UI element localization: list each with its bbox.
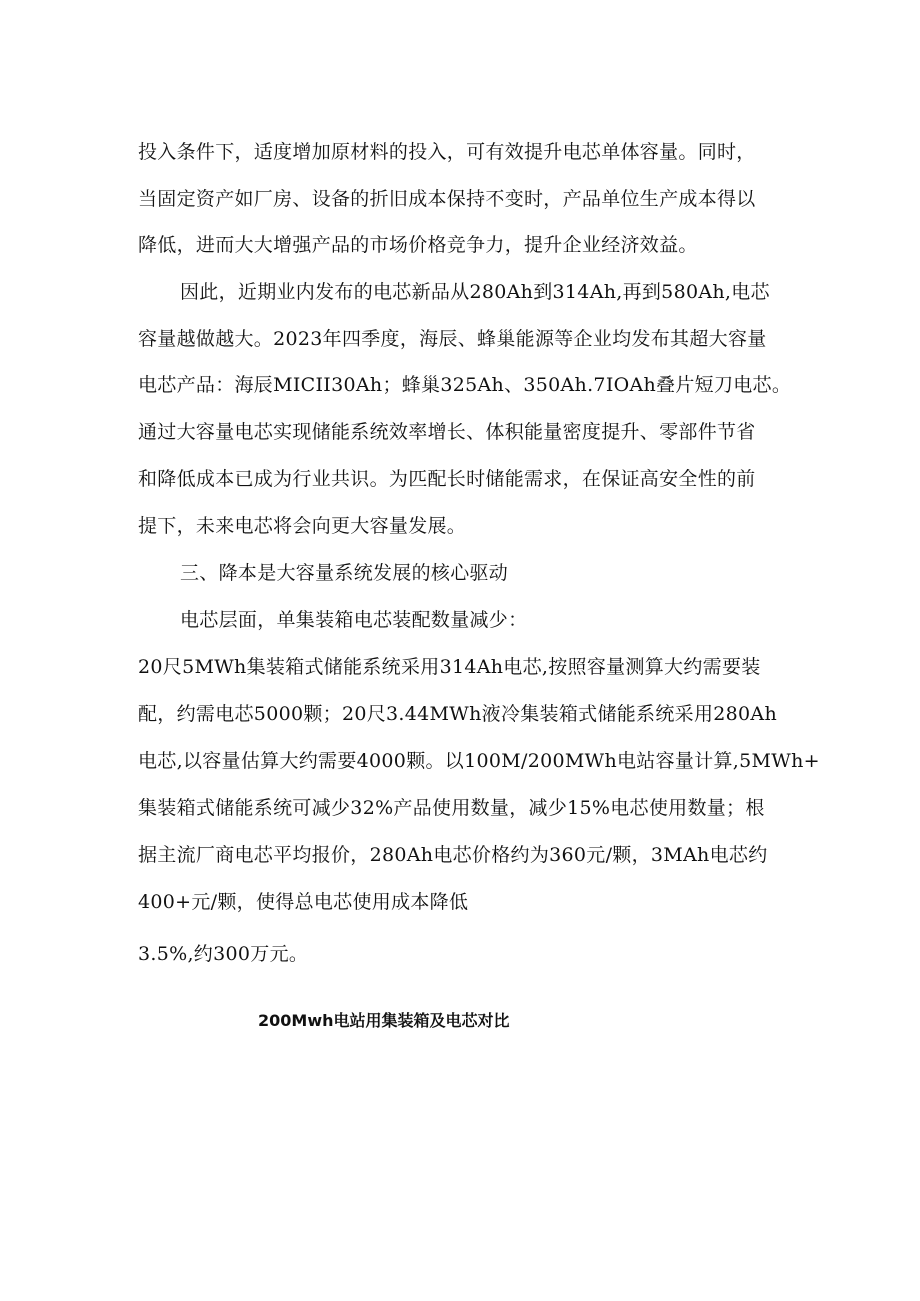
text-line: 提下，未来电芯将会向更大容量发展。 — [138, 515, 467, 537]
text-line: 投入条件下，适度增加原材料的投入，可有效提升电芯单体容量。同时， — [138, 141, 756, 163]
text-line: 通过大容量电芯实现储能系统效率增长、体积能量密度提升、零部件节省 — [138, 421, 756, 443]
text-line: 电芯,以容量估算大约需要4000颗。以100M/200MWh电站容量计算,5MWh+ — [138, 750, 820, 772]
text-line: 据主流厂商电芯平均报价，280Ah电芯价格约为360元/颗，3MAh电芯约 — [138, 844, 768, 866]
text-line: 20尺5MWh集装箱式储能系统采用314Ah电芯,按照容量测算大约需要装 — [138, 656, 761, 678]
text-line: 容量越做越大。2023年四季度，海辰、蜂巢能源等企业均发布其超大容量 — [138, 328, 767, 350]
text-line: 3.5%,约300万元。 — [138, 943, 309, 965]
subheading: 电芯层面，单集装箱电芯装配数量减少： — [180, 609, 528, 631]
text-line: 和降低成本已成为行业共识。为匹配长时储能需求，在保证高安全性的前 — [138, 468, 756, 490]
text-line: 集装箱式储能系统可减少32%产品使用数量，减少15%电芯使用数量；根 — [138, 797, 765, 819]
text-line: 因此，近期业内发布的电芯新品从280Ah到314Ah,再到580Ah,电芯 — [180, 281, 770, 303]
section-heading: 三、降本是大容量系统发展的核心驱动 — [180, 562, 509, 584]
text-line: 降低，进而大大增强产品的市场价格竞争力，提升企业经济效益。 — [138, 234, 698, 256]
text-line: 配，约需电芯5000颗；20尺3.44MWh液冷集装箱式储能系统采用280Ah — [138, 703, 777, 725]
text-line: 当固定资产如厂房、设备的折旧成本保持不变时，产品单位生产成本得以 — [138, 188, 756, 210]
figure-caption: 200Mwh电站用集装箱及电芯对比 — [258, 1011, 510, 1030]
text-line: 电芯产品：海辰MICII30Ah；蜂巢325Ah、350Ah.7IOAh叠片短刀电芯。 — [138, 374, 792, 396]
text-line: 400+元/颗，使得总电芯使用成本降低 — [138, 891, 469, 913]
